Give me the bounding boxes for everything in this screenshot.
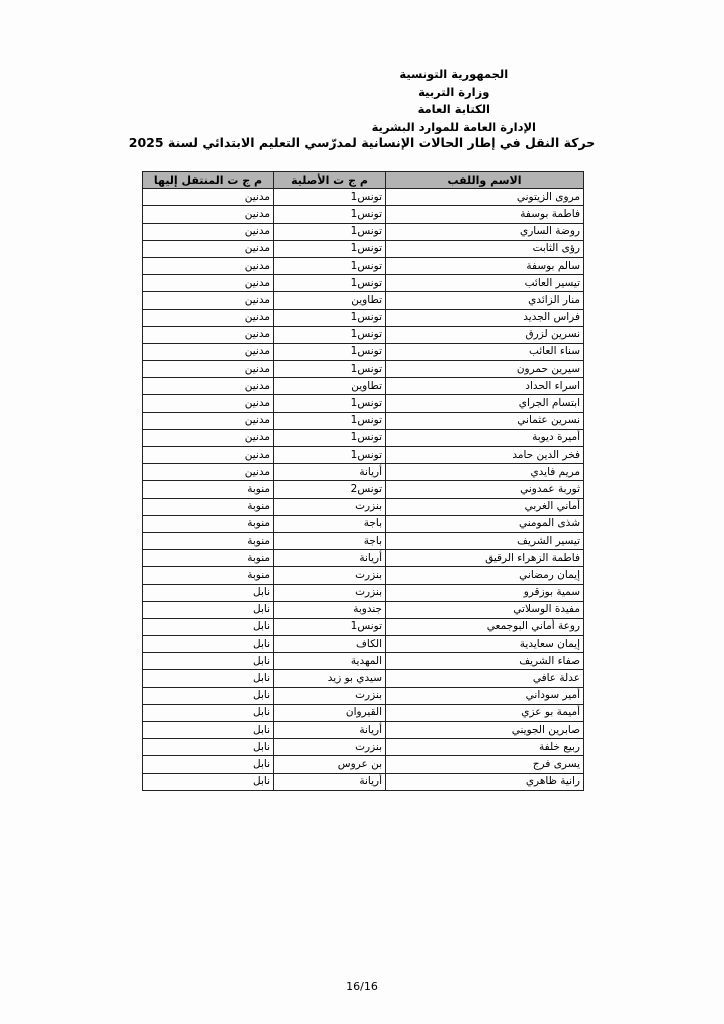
- table-cell-name: صابرين الجويني: [386, 722, 584, 739]
- table-row: [143, 739, 584, 756]
- table-cell-destination: مدنين: [143, 275, 274, 292]
- column-header-destination: م ج ت المنتقل إليها: [143, 172, 274, 189]
- letterhead-ministry: وزارة التربية: [418, 84, 490, 99]
- table-row: [143, 412, 584, 429]
- table-body: [143, 189, 584, 791]
- column-header-origin: م ج ت الأصلية: [274, 172, 386, 189]
- table-cell-origin: بنزرت: [274, 498, 386, 515]
- table-cell-origin: أريانة: [274, 722, 386, 739]
- table-cell-name: أماني الغربي: [386, 498, 584, 515]
- table-cell-name: تيسير العائب: [386, 275, 584, 292]
- table-cell-name: صفاء الشريف: [386, 653, 584, 670]
- table-cell-name: إيمان رمضاني: [386, 567, 584, 584]
- table-cell-name: مروى الزيتوني: [386, 189, 584, 206]
- table-row: [143, 292, 584, 309]
- table-cell-destination: منوبة: [143, 515, 274, 532]
- table-cell-name: روعة أماني البوجمعي: [386, 618, 584, 635]
- table-cell-name: مريم فايدي: [386, 464, 584, 481]
- table-row: [143, 257, 584, 274]
- table-cell-name: منار الزائدي: [386, 292, 584, 309]
- table-cell-name: نسرين لزرق: [386, 326, 584, 343]
- table-row: [143, 636, 584, 653]
- table-cell-origin: تطاوين: [274, 292, 386, 309]
- letterhead-secretariat: الكتابة العامة: [417, 102, 490, 116]
- table-cell-name: مفيدة الوسلاتي: [386, 601, 584, 618]
- table-cell-origin: تونس1: [274, 395, 386, 412]
- table-cell-name: أميمة بو عزي: [386, 704, 584, 721]
- table-cell-origin: سيدي بو زيد: [274, 670, 386, 687]
- table-cell-destination: نابل: [143, 739, 274, 756]
- table-cell-name: أمير سوداني: [386, 687, 584, 704]
- letterhead: [372, 66, 536, 136]
- table-row: [143, 550, 584, 567]
- table-cell-origin: تونس1: [274, 206, 386, 223]
- table-cell-destination: منوبة: [143, 567, 274, 584]
- table-cell-destination: مدنين: [143, 343, 274, 360]
- table-cell-destination: منوبة: [143, 498, 274, 515]
- table-row: [143, 378, 584, 395]
- table-cell-name: نسرين عثماني: [386, 412, 584, 429]
- table-cell-destination: نابل: [143, 636, 274, 653]
- table-cell-origin: باجة: [274, 532, 386, 549]
- table-cell-origin: تونس1: [274, 361, 386, 378]
- table-cell-destination: مدنين: [143, 326, 274, 343]
- table-row: [143, 756, 584, 773]
- table-cell-name: سالم بوسفة: [386, 257, 584, 274]
- table-cell-destination: نابل: [143, 722, 274, 739]
- table-row: [143, 240, 584, 257]
- table-cell-destination: منوبة: [143, 550, 274, 567]
- table-row: [143, 481, 584, 498]
- table-cell-origin: تونس1: [274, 240, 386, 257]
- table-cell-destination: مدنين: [143, 412, 274, 429]
- table-cell-origin: تونس1: [274, 223, 386, 240]
- table-cell-name: اسراء الحداد: [386, 378, 584, 395]
- table-row: [143, 206, 584, 223]
- table-cell-destination: نابل: [143, 601, 274, 618]
- table-cell-origin: تونس1: [274, 326, 386, 343]
- table-cell-name: سمية بوزقرو: [386, 584, 584, 601]
- table-cell-name: رانية ظاهري: [386, 773, 584, 790]
- table-row: [143, 704, 584, 721]
- table-cell-destination: نابل: [143, 773, 274, 790]
- table-cell-origin: بنزرت: [274, 567, 386, 584]
- column-header-name: الاسم واللقب: [386, 172, 584, 189]
- table-row: [143, 670, 584, 687]
- table-row: [143, 653, 584, 670]
- table-cell-name: إيمان سعايدية: [386, 636, 584, 653]
- table-cell-destination: نابل: [143, 687, 274, 704]
- table-cell-origin: بن عروس: [274, 756, 386, 773]
- letterhead-country: الجمهورية التونسية: [399, 67, 509, 81]
- table-cell-name: يسرى فرج: [386, 756, 584, 773]
- table-row: [143, 722, 584, 739]
- table-cell-origin: تونس1: [274, 412, 386, 429]
- table-row: [143, 601, 584, 618]
- table-cell-name: روضة الساري: [386, 223, 584, 240]
- table-cell-name: رؤى الثابت: [386, 240, 584, 257]
- table-row: [143, 223, 584, 240]
- table-cell-name: سناء العائب: [386, 343, 584, 360]
- table-cell-destination: مدنين: [143, 447, 274, 464]
- table-cell-origin: بنزرت: [274, 687, 386, 704]
- table-cell-origin: أريانة: [274, 464, 386, 481]
- table-cell-destination: مدنين: [143, 257, 274, 274]
- table-cell-name: ابتسام الجراي: [386, 395, 584, 412]
- table-row: [143, 464, 584, 481]
- table-row: [143, 309, 584, 326]
- table-cell-destination: نابل: [143, 670, 274, 687]
- letterhead-directorate: الإدارة العامة للموارد البشرية: [371, 119, 536, 134]
- table-cell-origin: باجة: [274, 515, 386, 532]
- table-cell-origin: تونس1: [274, 275, 386, 292]
- table-row: [143, 361, 584, 378]
- table-cell-origin: تونس2: [274, 481, 386, 498]
- table-cell-destination: مدنين: [143, 464, 274, 481]
- table-cell-name: فاطمة الزهراء الرقيق: [386, 550, 584, 567]
- table-cell-destination: مدنين: [143, 206, 274, 223]
- table-cell-destination: منوبة: [143, 481, 274, 498]
- table-cell-origin: تونس1: [274, 257, 386, 274]
- table-cell-name: عدلة عافي: [386, 670, 584, 687]
- table-cell-name: ربيع خلفة: [386, 739, 584, 756]
- table-row: [143, 429, 584, 446]
- table-cell-name: فخر الدين حامد: [386, 447, 584, 464]
- table-cell-origin: المهدية: [274, 653, 386, 670]
- table-row: [143, 532, 584, 549]
- table-cell-origin: تونس1: [274, 343, 386, 360]
- table-cell-origin: تونس1: [274, 618, 386, 635]
- table-cell-name: ثوربة عمدوني: [386, 481, 584, 498]
- table-row: [143, 618, 584, 635]
- table-cell-origin: تونس1: [274, 447, 386, 464]
- table-cell-destination: مدنين: [143, 309, 274, 326]
- transfer-table: [142, 171, 584, 791]
- table-cell-origin: أريانة: [274, 773, 386, 790]
- table-cell-origin: القيروان: [274, 704, 386, 721]
- document-title: حركة النقل في إطار الحالات الإنسانية لمدرّسي التعليم الابتدائي لسنة 2025: [128, 135, 596, 150]
- table-cell-origin: تونس1: [274, 309, 386, 326]
- table-row: [143, 584, 584, 601]
- table-cell-destination: نابل: [143, 704, 274, 721]
- table-cell-destination: نابل: [143, 618, 274, 635]
- table-cell-destination: مدنين: [143, 292, 274, 309]
- table-header-row: [143, 172, 584, 189]
- table-row: [143, 567, 584, 584]
- table-row: [143, 773, 584, 790]
- table-cell-destination: منوبة: [143, 532, 274, 549]
- table-cell-destination: نابل: [143, 584, 274, 601]
- table-cell-name: شذى المومني: [386, 515, 584, 532]
- table-row: [143, 326, 584, 343]
- table-row: [143, 343, 584, 360]
- table-cell-origin: بنزرت: [274, 584, 386, 601]
- table-row: [143, 687, 584, 704]
- table-cell-destination: مدنين: [143, 378, 274, 395]
- table-cell-origin: تونس1: [274, 189, 386, 206]
- table-cell-name: تيسير الشريف: [386, 532, 584, 549]
- table-cell-destination: مدنين: [143, 189, 274, 206]
- page-number: 16/16: [346, 980, 378, 993]
- table-cell-origin: بنزرت: [274, 739, 386, 756]
- table-row: [143, 189, 584, 206]
- table-cell-destination: نابل: [143, 653, 274, 670]
- table-cell-destination: مدنين: [143, 240, 274, 257]
- table-cell-destination: مدنين: [143, 429, 274, 446]
- table-cell-origin: تونس1: [274, 429, 386, 446]
- table-cell-origin: تطاوين: [274, 378, 386, 395]
- table-cell-destination: مدنين: [143, 395, 274, 412]
- table-row: [143, 515, 584, 532]
- table-cell-name: فاطمة بوسفة: [386, 206, 584, 223]
- table-cell-origin: الكاف: [274, 636, 386, 653]
- table-cell-name: فراس الجديد: [386, 309, 584, 326]
- table-cell-name: أميرة ديوبة: [386, 429, 584, 446]
- table-row: [143, 498, 584, 515]
- table-cell-destination: نابل: [143, 756, 274, 773]
- table-cell-destination: مدنين: [143, 361, 274, 378]
- table-cell-destination: مدنين: [143, 223, 274, 240]
- table-row: [143, 447, 584, 464]
- table-row: [143, 275, 584, 292]
- table-cell-origin: جندوبة: [274, 601, 386, 618]
- table-cell-name: سيرين حمرون: [386, 361, 584, 378]
- table-cell-origin: أريانة: [274, 550, 386, 567]
- table-row: [143, 395, 584, 412]
